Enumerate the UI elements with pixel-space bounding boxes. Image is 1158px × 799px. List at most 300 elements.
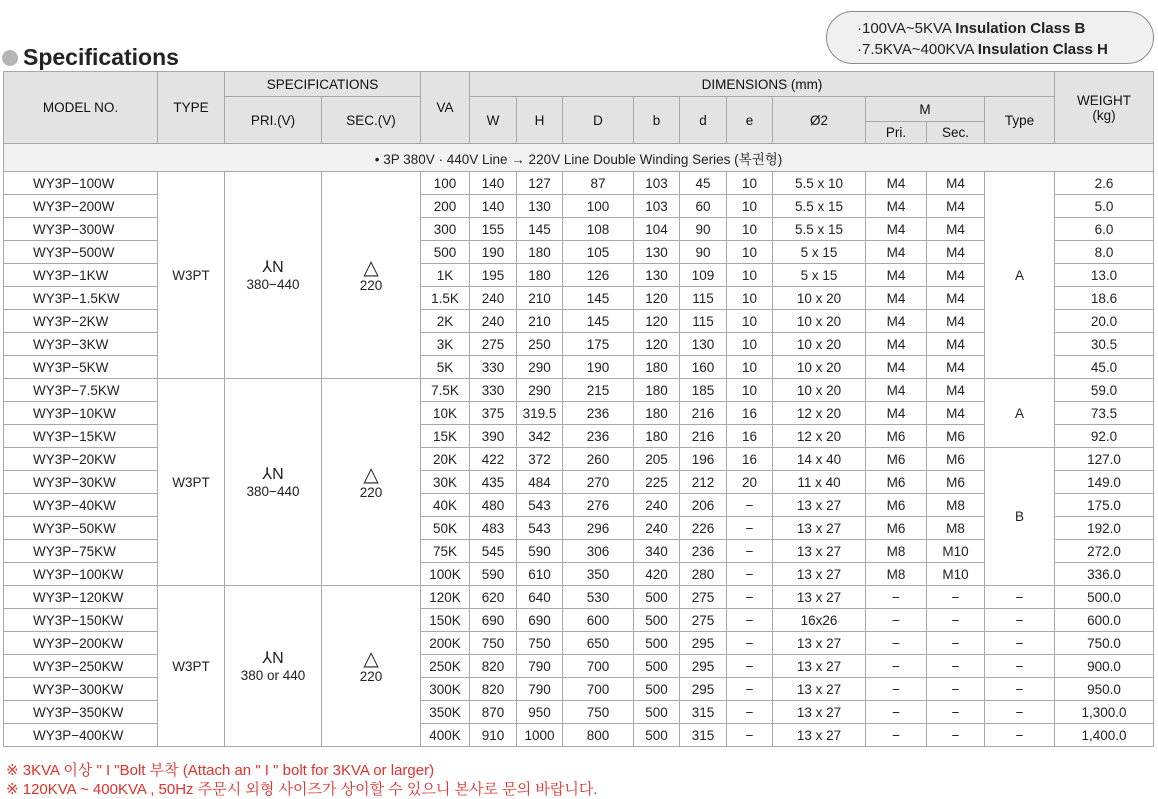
- d-lower-cell: 226: [680, 517, 727, 540]
- header-m-sec: Sec.: [927, 122, 985, 144]
- insulation-class: Insulation Class H: [977, 41, 1108, 58]
- m-pri-cell: −: [866, 632, 927, 655]
- header-w: W: [470, 97, 517, 144]
- w-cell: 483: [470, 517, 517, 540]
- b-cell: 340: [634, 540, 680, 563]
- w-cell: 155: [470, 218, 517, 241]
- weight-cell: 6.0: [1055, 218, 1154, 241]
- h-cell: 290: [517, 379, 563, 402]
- va-cell: 120K: [421, 586, 470, 609]
- mtype-cell: −: [985, 724, 1055, 747]
- m-sec-cell: M4: [927, 241, 985, 264]
- weight-cell: 900.0: [1055, 655, 1154, 678]
- m-sec-cell: −: [927, 609, 985, 632]
- weight-cell: 20.0: [1055, 310, 1154, 333]
- d-lower-cell: 185: [680, 379, 727, 402]
- b-cell: 104: [634, 218, 680, 241]
- m-sec-cell: M4: [927, 310, 985, 333]
- d-lower-cell: 212: [680, 471, 727, 494]
- va-cell: 1.5K: [421, 287, 470, 310]
- w-cell: 820: [470, 678, 517, 701]
- m-pri-cell: M6: [866, 517, 927, 540]
- va-cell: 400K: [421, 724, 470, 747]
- m-sec-cell: M10: [927, 563, 985, 586]
- h-cell: 130: [517, 195, 563, 218]
- d-upper-cell: 145: [563, 287, 634, 310]
- va-cell: 200: [421, 195, 470, 218]
- m-sec-cell: M4: [927, 172, 985, 195]
- e-cell: −: [727, 517, 773, 540]
- insulation-class-box: [826, 11, 1154, 64]
- o2-cell: 13 x 27: [773, 632, 866, 655]
- pri-cell: [225, 172, 322, 379]
- o2-cell: 5 x 15: [773, 241, 866, 264]
- model-cell: WY3P−15KW: [4, 425, 158, 448]
- model-cell: WY3P−7.5KW: [4, 379, 158, 402]
- model-cell: WY3P−500W: [4, 241, 158, 264]
- h-cell: 180: [517, 241, 563, 264]
- h-cell: 145: [517, 218, 563, 241]
- o2-cell: 5 x 15: [773, 264, 866, 287]
- o2-cell: 13 x 27: [773, 586, 866, 609]
- e-cell: 10: [727, 356, 773, 379]
- e-cell: 16: [727, 448, 773, 471]
- d-lower-cell: 295: [680, 678, 727, 701]
- o2-cell: 13 x 27: [773, 724, 866, 747]
- m-sec-cell: −: [927, 655, 985, 678]
- o2-cell: 5.5 x 10: [773, 172, 866, 195]
- weight-cell: 127.0: [1055, 448, 1154, 471]
- h-cell: 610: [517, 563, 563, 586]
- d-upper-cell: 600: [563, 609, 634, 632]
- header-pri: PRI.(V): [225, 97, 322, 144]
- insulation-line: [857, 18, 1153, 39]
- mtype-cell: −: [985, 609, 1055, 632]
- d-lower-cell: 315: [680, 724, 727, 747]
- o2-cell: 12 x 20: [773, 402, 866, 425]
- va-cell: 2K: [421, 310, 470, 333]
- model-cell: WY3P−75KW: [4, 540, 158, 563]
- pri-cell: [225, 586, 322, 747]
- sec-cell: [322, 586, 421, 747]
- d-lower-cell: 90: [680, 241, 727, 264]
- b-cell: 500: [634, 586, 680, 609]
- m-sec-cell: M6: [927, 448, 985, 471]
- m-pri-cell: M4: [866, 287, 927, 310]
- va-cell: 75K: [421, 540, 470, 563]
- header-dimensions: DIMENSIONS (mm): [470, 72, 1055, 97]
- d-lower-cell: 109: [680, 264, 727, 287]
- e-cell: 16: [727, 425, 773, 448]
- m-pri-cell: M4: [866, 218, 927, 241]
- model-cell: WY3P−150KW: [4, 609, 158, 632]
- wye-neutral-icon: ⅄N: [262, 465, 284, 483]
- model-cell: WY3P−400KW: [4, 724, 158, 747]
- e-cell: 10: [727, 310, 773, 333]
- insulation-class: Insulation Class B: [955, 20, 1086, 37]
- model-cell: WY3P−200KW: [4, 632, 158, 655]
- h-cell: 342: [517, 425, 563, 448]
- d-upper-cell: 800: [563, 724, 634, 747]
- bullet-dot-icon: [2, 50, 18, 66]
- o2-cell: 13 x 27: [773, 655, 866, 678]
- model-cell: WY3P−200W: [4, 195, 158, 218]
- va-cell: 350K: [421, 701, 470, 724]
- o2-cell: 5.5 x 15: [773, 195, 866, 218]
- weight-cell: 45.0: [1055, 356, 1154, 379]
- m-sec-cell: M4: [927, 218, 985, 241]
- va-cell: 250K: [421, 655, 470, 678]
- b-cell: 205: [634, 448, 680, 471]
- delta-icon: △: [363, 256, 379, 279]
- header-b: b: [634, 97, 680, 144]
- e-cell: 16: [727, 402, 773, 425]
- header-d-upper: D: [563, 97, 634, 144]
- d-upper-cell: 260: [563, 448, 634, 471]
- m-pri-cell: −: [866, 724, 927, 747]
- pri-cell-value: 380−440: [246, 276, 300, 292]
- page-title: Specifications: [23, 44, 179, 70]
- w-cell: 435: [470, 471, 517, 494]
- d-lower-cell: 236: [680, 540, 727, 563]
- model-cell: WY3P−10KW: [4, 402, 158, 425]
- wye-neutral-icon: ⅄N: [262, 649, 284, 667]
- h-cell: 210: [517, 310, 563, 333]
- sec-cell-value: 220: [359, 484, 383, 500]
- m-sec-cell: −: [927, 632, 985, 655]
- va-cell: 7.5K: [421, 379, 470, 402]
- m-pri-cell: M6: [866, 494, 927, 517]
- m-pri-cell: −: [866, 586, 927, 609]
- b-cell: 225: [634, 471, 680, 494]
- m-sec-cell: M4: [927, 195, 985, 218]
- sec-cell-value: 220: [359, 668, 383, 684]
- m-sec-cell: M10: [927, 540, 985, 563]
- m-sec-cell: −: [927, 586, 985, 609]
- h-cell: 790: [517, 655, 563, 678]
- weight-cell: 950.0: [1055, 678, 1154, 701]
- w-cell: 390: [470, 425, 517, 448]
- d-upper-cell: 236: [563, 402, 634, 425]
- header-m-pri: Pri.: [866, 122, 927, 144]
- weight-cell: 30.5: [1055, 333, 1154, 356]
- d-upper-cell: 87: [563, 172, 634, 195]
- w-cell: 140: [470, 172, 517, 195]
- d-upper-cell: 126: [563, 264, 634, 287]
- header-specifications: SPECIFICATIONS: [225, 72, 421, 97]
- m-sec-cell: M4: [927, 356, 985, 379]
- va-cell: 5K: [421, 356, 470, 379]
- m-sec-cell: M6: [927, 471, 985, 494]
- w-cell: 375: [470, 402, 517, 425]
- h-cell: 372: [517, 448, 563, 471]
- o2-cell: 13 x 27: [773, 678, 866, 701]
- b-cell: 130: [634, 264, 680, 287]
- d-upper-cell: 296: [563, 517, 634, 540]
- b-cell: 180: [634, 379, 680, 402]
- m-pri-cell: M4: [866, 172, 927, 195]
- va-cell: 500: [421, 241, 470, 264]
- weight-cell: 750.0: [1055, 632, 1154, 655]
- o2-cell: 10 x 20: [773, 356, 866, 379]
- specifications-table: [3, 71, 1154, 747]
- type-cell: W3PT: [158, 379, 225, 586]
- model-cell: WY3P−100W: [4, 172, 158, 195]
- d-upper-cell: 276: [563, 494, 634, 517]
- m-sec-cell: M8: [927, 494, 985, 517]
- va-cell: 15K: [421, 425, 470, 448]
- d-upper-cell: 530: [563, 586, 634, 609]
- d-upper-cell: 190: [563, 356, 634, 379]
- m-pri-cell: M4: [866, 241, 927, 264]
- model-cell: WY3P−350KW: [4, 701, 158, 724]
- insulation-line: [857, 39, 1153, 60]
- m-pri-cell: −: [866, 655, 927, 678]
- h-cell: 543: [517, 494, 563, 517]
- o2-cell: 10 x 20: [773, 287, 866, 310]
- h-cell: 640: [517, 586, 563, 609]
- d-upper-cell: 108: [563, 218, 634, 241]
- e-cell: 10: [727, 172, 773, 195]
- w-cell: 240: [470, 310, 517, 333]
- o2-cell: 10 x 20: [773, 310, 866, 333]
- h-cell: 290: [517, 356, 563, 379]
- header-m: M: [866, 97, 985, 122]
- m-sec-cell: M4: [927, 379, 985, 402]
- weight-cell: 192.0: [1055, 517, 1154, 540]
- e-cell: −: [727, 609, 773, 632]
- m-pri-cell: M8: [866, 540, 927, 563]
- h-cell: 319.5: [517, 402, 563, 425]
- e-cell: −: [727, 678, 773, 701]
- o2-cell: 13 x 27: [773, 563, 866, 586]
- h-cell: 590: [517, 540, 563, 563]
- footnote: ※ 120KVA ~ 400KVA , 50Hz 주문시 외형 사이즈가 상이할 수 있으니 본사로 문의 바랍니다.: [6, 781, 598, 798]
- d-lower-cell: 45: [680, 172, 727, 195]
- weight-cell: 175.0: [1055, 494, 1154, 517]
- h-cell: 210: [517, 287, 563, 310]
- e-cell: −: [727, 701, 773, 724]
- table-row: [4, 379, 1154, 402]
- d-upper-cell: 270: [563, 471, 634, 494]
- weight-cell: 149.0: [1055, 471, 1154, 494]
- o2-cell: 14 x 40: [773, 448, 866, 471]
- delta-icon: △: [363, 647, 379, 670]
- d-lower-cell: 160: [680, 356, 727, 379]
- w-cell: 275: [470, 333, 517, 356]
- d-lower-cell: 216: [680, 425, 727, 448]
- e-cell: 10: [727, 264, 773, 287]
- b-cell: 500: [634, 609, 680, 632]
- m-sec-cell: −: [927, 678, 985, 701]
- o2-cell: 13 x 27: [773, 494, 866, 517]
- e-cell: 20: [727, 471, 773, 494]
- b-cell: 180: [634, 425, 680, 448]
- h-cell: 950: [517, 701, 563, 724]
- m-sec-cell: −: [927, 701, 985, 724]
- o2-cell: 13 x 27: [773, 540, 866, 563]
- e-cell: 10: [727, 333, 773, 356]
- mtype-cell: −: [985, 701, 1055, 724]
- d-lower-cell: 216: [680, 402, 727, 425]
- o2-cell: 16x26: [773, 609, 866, 632]
- b-cell: 420: [634, 563, 680, 586]
- va-cell: 40K: [421, 494, 470, 517]
- h-cell: 127: [517, 172, 563, 195]
- table-row: [4, 172, 1154, 195]
- insulation-range: ·100VA~5KVA: [857, 20, 952, 37]
- e-cell: 10: [727, 195, 773, 218]
- w-cell: 870: [470, 701, 517, 724]
- header-type: TYPE: [158, 72, 225, 144]
- header-weight-unit: (kg): [1092, 107, 1116, 123]
- m-sec-cell: M8: [927, 517, 985, 540]
- va-cell: 10K: [421, 402, 470, 425]
- b-cell: 240: [634, 517, 680, 540]
- pri-cell-value: 380 or 440: [240, 667, 306, 683]
- d-lower-cell: 90: [680, 218, 727, 241]
- b-cell: 500: [634, 632, 680, 655]
- va-cell: 100: [421, 172, 470, 195]
- d-lower-cell: 60: [680, 195, 727, 218]
- delta-icon: △: [363, 463, 379, 486]
- m-sec-cell: M4: [927, 287, 985, 310]
- model-cell: WY3P−300W: [4, 218, 158, 241]
- model-cell: WY3P−50KW: [4, 517, 158, 540]
- d-lower-cell: 115: [680, 310, 727, 333]
- m-sec-cell: −: [927, 724, 985, 747]
- type-cell: W3PT: [158, 586, 225, 747]
- b-cell: 120: [634, 287, 680, 310]
- m-pri-cell: M4: [866, 402, 927, 425]
- o2-cell: 13 x 27: [773, 701, 866, 724]
- h-cell: 543: [517, 517, 563, 540]
- b-cell: 103: [634, 195, 680, 218]
- b-cell: 500: [634, 655, 680, 678]
- w-cell: 330: [470, 356, 517, 379]
- mtype-cell: −: [985, 586, 1055, 609]
- weight-cell: 73.5: [1055, 402, 1154, 425]
- o2-cell: 10 x 20: [773, 333, 866, 356]
- weight-cell: 1,300.0: [1055, 701, 1154, 724]
- e-cell: 10: [727, 287, 773, 310]
- mtype-cell: A: [985, 172, 1055, 379]
- d-upper-cell: 306: [563, 540, 634, 563]
- footnote: ※ 3KVA 이상 " I "Bolt 부착 (Attach an " I " bolt for 3KVA or larger): [6, 762, 435, 779]
- b-cell: 130: [634, 241, 680, 264]
- w-cell: 190: [470, 241, 517, 264]
- w-cell: 140: [470, 195, 517, 218]
- va-cell: 100K: [421, 563, 470, 586]
- e-cell: −: [727, 655, 773, 678]
- b-cell: 500: [634, 724, 680, 747]
- d-lower-cell: 115: [680, 287, 727, 310]
- header-va: VA: [421, 72, 470, 144]
- header-weight-label: WEIGHT: [1077, 92, 1132, 108]
- h-cell: 1000: [517, 724, 563, 747]
- m-pri-cell: −: [866, 678, 927, 701]
- d-upper-cell: 105: [563, 241, 634, 264]
- w-cell: 330: [470, 379, 517, 402]
- mtype-cell: B: [985, 448, 1055, 586]
- d-upper-cell: 175: [563, 333, 634, 356]
- d-upper-cell: 700: [563, 655, 634, 678]
- pri-cell: [225, 379, 322, 586]
- sec-cell: [322, 379, 421, 586]
- model-cell: WY3P−3KW: [4, 333, 158, 356]
- e-cell: −: [727, 494, 773, 517]
- weight-cell: 600.0: [1055, 609, 1154, 632]
- e-cell: −: [727, 586, 773, 609]
- w-cell: 690: [470, 609, 517, 632]
- mtype-cell: −: [985, 632, 1055, 655]
- series-banner: • 3P 380V · 440V Line → 220V Line Double Winding Series (복권형): [4, 144, 1154, 172]
- d-lower-cell: 295: [680, 632, 727, 655]
- m-pri-cell: M6: [866, 425, 927, 448]
- va-cell: 20K: [421, 448, 470, 471]
- w-cell: 910: [470, 724, 517, 747]
- va-cell: 150K: [421, 609, 470, 632]
- e-cell: −: [727, 724, 773, 747]
- header-o2: Ø2: [773, 97, 866, 144]
- header-h: H: [517, 97, 563, 144]
- table-row: [4, 586, 1154, 609]
- m-sec-cell: M4: [927, 402, 985, 425]
- weight-cell: 13.0: [1055, 264, 1154, 287]
- h-cell: 790: [517, 678, 563, 701]
- d-upper-cell: 350: [563, 563, 634, 586]
- d-upper-cell: 750: [563, 701, 634, 724]
- h-cell: 750: [517, 632, 563, 655]
- b-cell: 120: [634, 310, 680, 333]
- section-heading: [2, 44, 179, 71]
- w-cell: 480: [470, 494, 517, 517]
- h-cell: 250: [517, 333, 563, 356]
- mtype-cell: −: [985, 655, 1055, 678]
- m-pri-cell: M6: [866, 471, 927, 494]
- e-cell: 10: [727, 379, 773, 402]
- header-mtype: Type: [985, 97, 1055, 144]
- wye-neutral-icon: ⅄N: [262, 258, 284, 276]
- d-lower-cell: 275: [680, 586, 727, 609]
- b-cell: 103: [634, 172, 680, 195]
- model-cell: WY3P−20KW: [4, 448, 158, 471]
- m-sec-cell: M6: [927, 425, 985, 448]
- d-lower-cell: 295: [680, 655, 727, 678]
- va-cell: 1K: [421, 264, 470, 287]
- weight-cell: 18.6: [1055, 287, 1154, 310]
- b-cell: 240: [634, 494, 680, 517]
- m-sec-cell: M4: [927, 264, 985, 287]
- weight-cell: 92.0: [1055, 425, 1154, 448]
- h-cell: 484: [517, 471, 563, 494]
- m-pri-cell: −: [866, 609, 927, 632]
- header-weight: [1055, 72, 1154, 144]
- e-cell: 10: [727, 241, 773, 264]
- m-pri-cell: M6: [866, 448, 927, 471]
- m-pri-cell: M4: [866, 356, 927, 379]
- model-cell: WY3P−30KW: [4, 471, 158, 494]
- w-cell: 820: [470, 655, 517, 678]
- model-cell: WY3P−40KW: [4, 494, 158, 517]
- m-sec-cell: M4: [927, 333, 985, 356]
- d-lower-cell: 196: [680, 448, 727, 471]
- m-pri-cell: M8: [866, 563, 927, 586]
- mtype-cell: −: [985, 678, 1055, 701]
- d-lower-cell: 130: [680, 333, 727, 356]
- d-upper-cell: 215: [563, 379, 634, 402]
- va-cell: 300: [421, 218, 470, 241]
